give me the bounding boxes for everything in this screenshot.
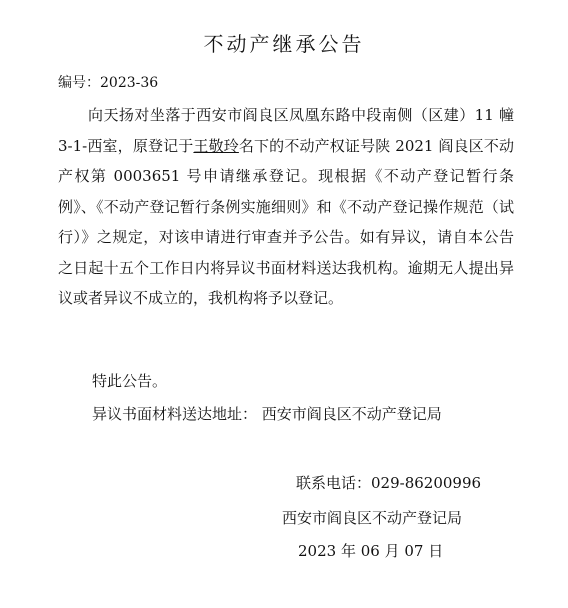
notice-body-part1: 向天扬对坐落于西安市阎良区凤凰东路中段南侧（区建）11 幢 3-1-西室，原登记于 xyxy=(58,106,514,155)
objection-address xyxy=(92,403,442,424)
notice-number xyxy=(58,72,158,92)
contact-phone-label: 联系电话： xyxy=(296,474,372,492)
contact-phone-value: 029-86200996 xyxy=(371,474,482,492)
document-title: 不动产继承公告 xyxy=(203,32,365,56)
objection-address-label: 异议书面材料送达地址： xyxy=(92,405,258,423)
issue-date: 2023 年 06 月 07 日 xyxy=(298,542,444,560)
notice-number-label: 编号： xyxy=(58,75,100,91)
contact-phone xyxy=(296,472,481,493)
notice-number-value: 2023-36 xyxy=(100,75,159,91)
underlined-name: 王敬玲 xyxy=(193,136,239,155)
notice-body xyxy=(58,100,514,314)
special-note: 特此公告。 xyxy=(92,372,168,390)
issuer-name: 西安市阎良区不动产登记局 xyxy=(282,509,463,527)
notice-body-part2: 名下的不动产权证号陕 2021 阎良区不动产权第 0003651 号申请继承登记。现根据《不动产登记暂行条例》、《不动产登记暂行条例实施细则》和《不动产登记操作规范（试行）》之规定，对该申请进行审查并予公告。如有异议，请自本公告之日起十五个工作日内将异议书面材料送达我机构。逾期无人提出异议或者异议不成立的，我机构将予以登记。 xyxy=(58,136,514,307)
objection-address-value: 西安市阎良区不动产登记局 xyxy=(261,405,442,423)
